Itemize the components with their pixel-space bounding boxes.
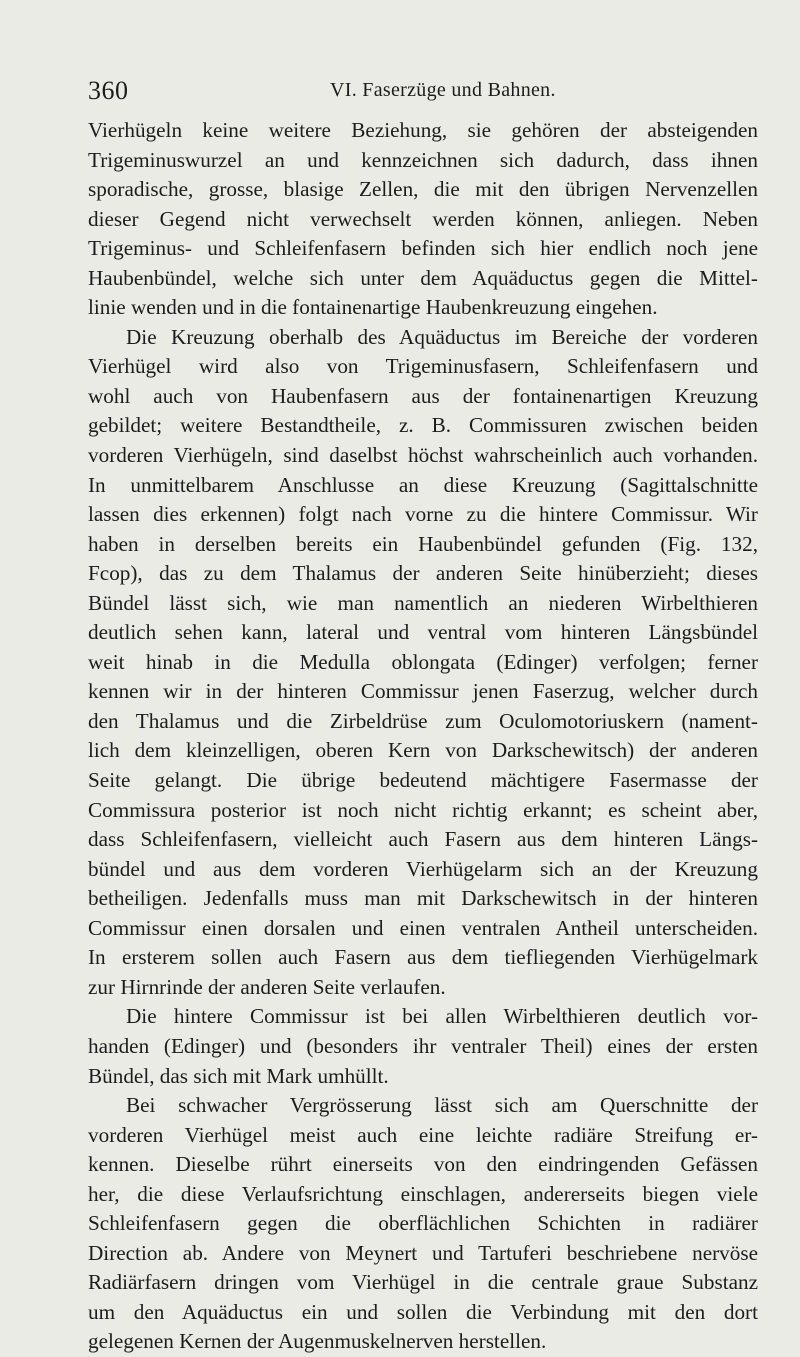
text-line: Schleifenfasern gegen die oberflächlichen Schichten in radiärer — [88, 1211, 758, 1236]
text-line: gebildet; weitere Bestandtheile, z. B. Commissuren zwischen beiden — [88, 413, 758, 438]
text-line: her, die diese Verlaufsrichtung einschlagen, andererseits biegen viele — [88, 1181, 758, 1206]
text-line: um den Aquäductus ein und sollen die Verbindung mit den dort — [88, 1299, 758, 1324]
text-line: dass Schleifenfasern, vielleicht auch Fasern aus dem hinteren Längs- — [88, 827, 758, 852]
text-line: zur Hirnrinde der anderen Seite verlaufen. — [88, 974, 446, 999]
page-number: 360 — [88, 76, 129, 105]
text-line: Die Kreuzung oberhalb des Aquäductus im Bereiche der vorderen — [126, 324, 758, 349]
text-line: Trigeminus- und Schleifenfasern befinden sich hier endlich noch jene — [88, 236, 758, 261]
text-line: Commissur einen dorsalen und einen ventralen Antheil unterscheiden. — [88, 915, 758, 940]
body-text — [88, 116, 758, 1357]
text-line: Die hintere Commissur ist bei allen Wirbelthieren deutlich vor- — [126, 1004, 758, 1029]
text-line: Haubenbündel, welche sich unter dem Aquäductus gegen die Mittel- — [88, 265, 758, 290]
text-line: vorderen Vierhügeln, sind daselbst höchst wahrscheinlich auch vorhanden. — [88, 443, 758, 468]
text-line: Bündel, das sich mit Mark umhüllt. — [88, 1063, 389, 1088]
text-line: kennen. Dieselbe rührt einerseits von den eindringenden Gefässen — [88, 1152, 758, 1177]
text-line: haben in derselben bereits ein Haubenbündel gefunden (Fig. 132, — [88, 531, 758, 556]
text-line: Vierhügeln keine weitere Beziehung, sie gehören der absteigenden — [88, 118, 758, 142]
text-line: deutlich sehen kann, lateral und ventral vom hinteren Längsbündel — [88, 620, 758, 645]
text-line: Vierhügel wird also von Trigeminusfasern, Schleifenfasern und — [88, 354, 758, 379]
text-line: kennen wir in der hinteren Commissur jenen Faserzug, welcher durch — [88, 679, 758, 704]
text-line: In unmittelbarem Anschlusse an diese Kreuzung (Sagittalschnitte — [88, 472, 758, 497]
text-line: lich dem kleinzelligen, oberen Kern von Darkschewitsch) der anderen — [88, 738, 758, 763]
text-line: Direction ab. Andere von Meynert und Tartuferi beschriebene nervöse — [88, 1240, 758, 1265]
running-head: VI. Faserzüge und Bahnen. — [330, 79, 556, 101]
text-line: vorderen Vierhügel meist auch eine leichte radiäre Streifung er- — [88, 1122, 758, 1147]
text-line: Bei schwacher Vergrösserung lässt sich am Querschnitte der — [126, 1093, 758, 1118]
text-line: dieser Gegend nicht verwechselt werden können, anliegen. Neben — [88, 206, 758, 231]
text-line: betheiligen. Jedenfalls muss man mit Darkschewitsch in der hinteren — [88, 886, 758, 911]
text-line: Bündel lässt sich, wie man namentlich an niederen Wirbelthieren — [88, 590, 758, 615]
text-line: gelegenen Kernen der Augenmuskelnerven herstellen. — [88, 1329, 547, 1354]
text-line: Radiärfasern dringen vom Vierhügel in die centrale graue Substanz — [88, 1270, 758, 1295]
text-line: handen (Edinger) und (besonders ihr ventraler Theil) eines der ersten — [88, 1033, 758, 1058]
text-line: Fcop), das zu dem Thalamus der anderen Seite hinüberzieht; dieses — [88, 561, 758, 586]
text-line: wohl auch von Haubenfasern aus der fontainenartigen Kreuzung — [88, 383, 758, 408]
text-line: weit hinab in die Medulla oblongata (Edinger) verfolgen; ferner — [88, 649, 758, 674]
text-line: sporadische, grosse, blasige Zellen, die mit den übrigen Nervenzellen — [88, 177, 758, 202]
text-line: den Thalamus und die Zirbeldrüse zum Oculomotoriuskern (nament- — [88, 708, 758, 733]
text-line: lassen dies erkennen) folgt nach vorne zu die hintere Commissur. Wir — [88, 502, 758, 527]
text-line: linie wenden und in die fontainenartige Haubenkreuzung eingehen. — [88, 295, 658, 320]
text-line: Seite gelangt. Die übrige bedeutend mächtigere Fasermasse der — [88, 768, 758, 793]
text-line: bündel und aus dem vorderen Vierhügelarm sich an der Kreuzung — [88, 856, 758, 881]
page-header — [88, 70, 758, 110]
text-line: Commissura posterior ist noch nicht richtig erkannt; es scheint aber, — [88, 797, 758, 822]
text-line: Trigeminuswurzel an und kennzeichnen sich dadurch, dass ihnen — [88, 147, 758, 172]
text-line: In ersterem sollen auch Fasern aus dem tiefliegenden Vierhügelmark — [88, 945, 758, 970]
